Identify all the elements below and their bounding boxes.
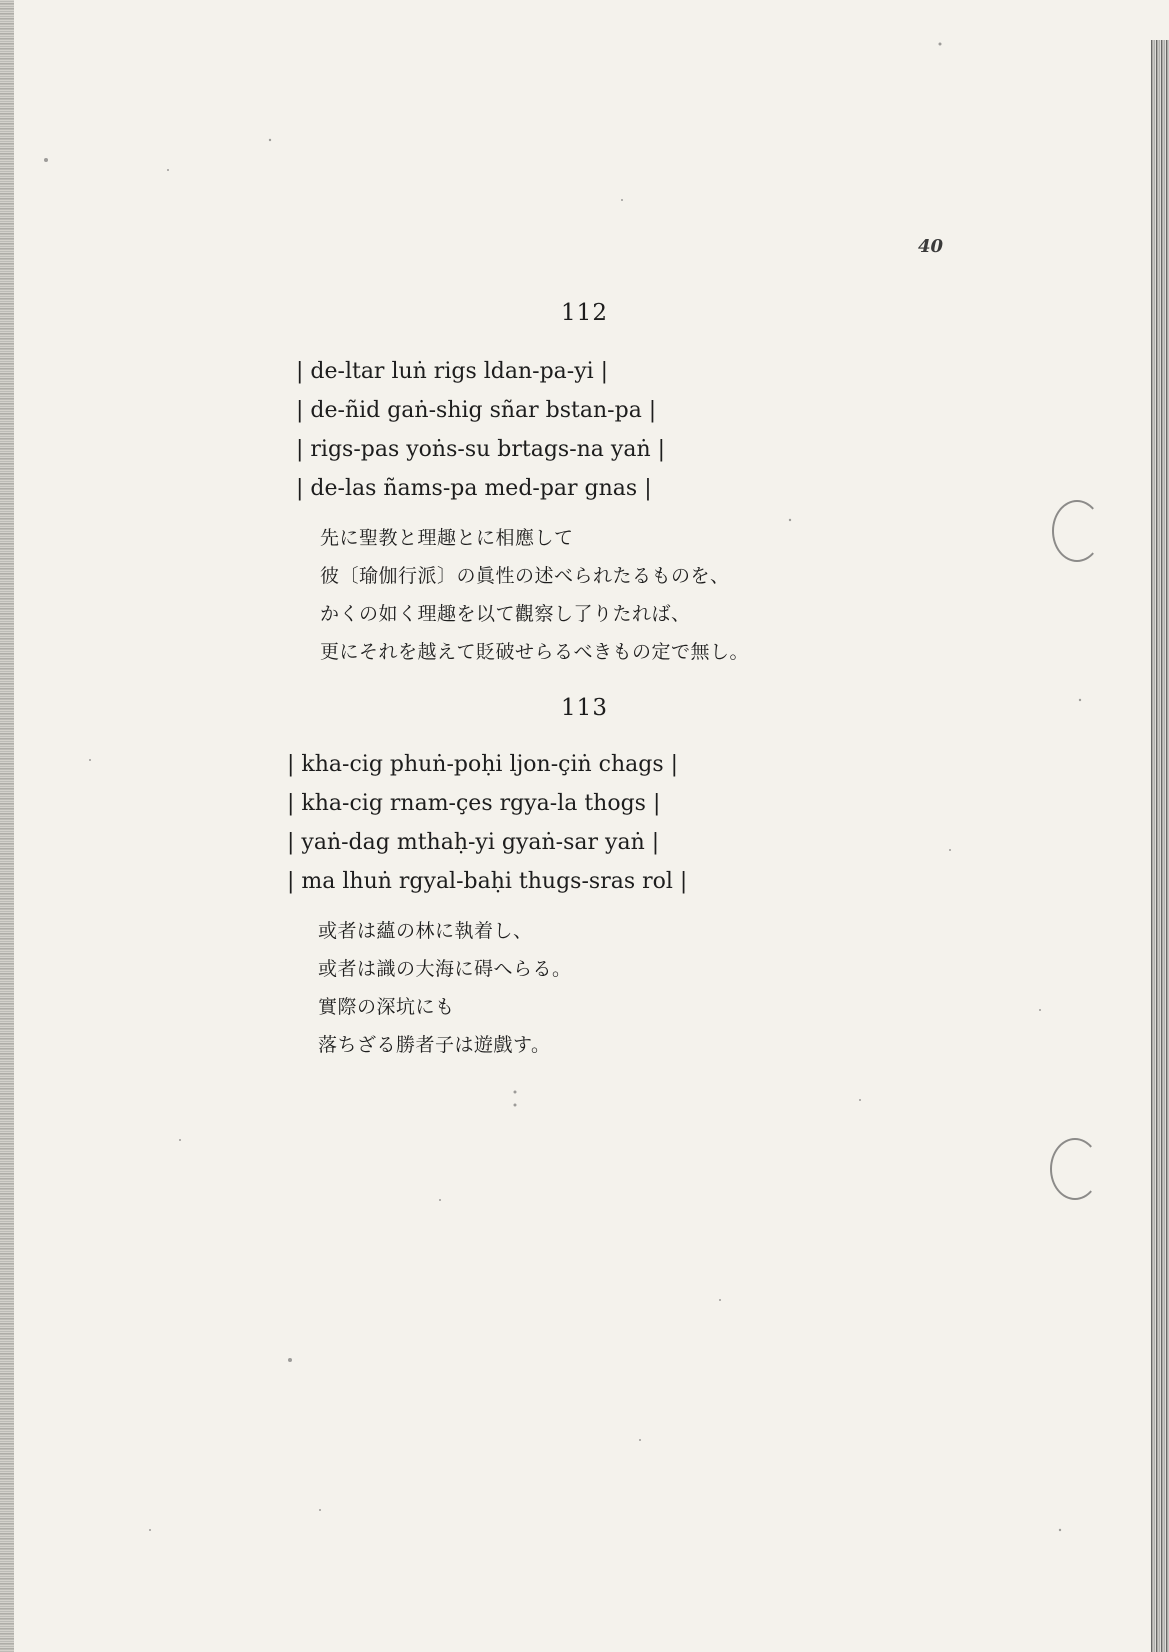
tibetan-line: | yaṅ-dag mthaḥ-yi gyaṅ-sar yaṅ | <box>287 830 660 855</box>
tibetan-line: | de-ltar luṅ rigs ldan-pa-yi | <box>296 359 609 384</box>
verse-number-113: 113 <box>561 695 608 721</box>
tibetan-line: | kha-cig rnam-çes rgya-la thogs | <box>287 791 661 816</box>
japanese-line: 先に聖教と理趣とに相應して <box>320 527 574 549</box>
japanese-line: 或者は識の大海に碍へらる。 <box>318 958 572 980</box>
verse-number-112: 112 <box>561 300 608 326</box>
tibetan-line: | de-las ñams-pa med-par gnas | <box>296 476 652 501</box>
japanese-line: 彼〔瑜伽行派〕の眞性の述べられたるものを、 <box>320 565 730 587</box>
tibetan-line: | ma lhuṅ rgyal-baḥi thugs-sras rol | <box>287 869 688 894</box>
tibetan-line: | de-ñid gaṅ-shig sñar bstan-pa | <box>296 398 657 423</box>
japanese-line: かくの如く理趣を以て觀察し了りたれば、 <box>320 603 691 625</box>
handwritten-page-mark: 40 <box>918 236 944 257</box>
japanese-line: 更にそれを越えて貶破せらるべきもの定で無し。 <box>320 641 750 663</box>
japanese-line: 實際の深坑にも <box>318 996 455 1018</box>
tibetan-line: | kha-cig phuṅ-poḥi ljon-çiṅ chags | <box>287 752 679 777</box>
japanese-line: 或者は蘊の林に執着し、 <box>318 920 533 942</box>
tibetan-line: | rigs-pas yoṅs-su brtags-na yaṅ | <box>296 437 666 462</box>
japanese-line: 落ちざる勝者子は遊戲す。 <box>318 1034 551 1056</box>
